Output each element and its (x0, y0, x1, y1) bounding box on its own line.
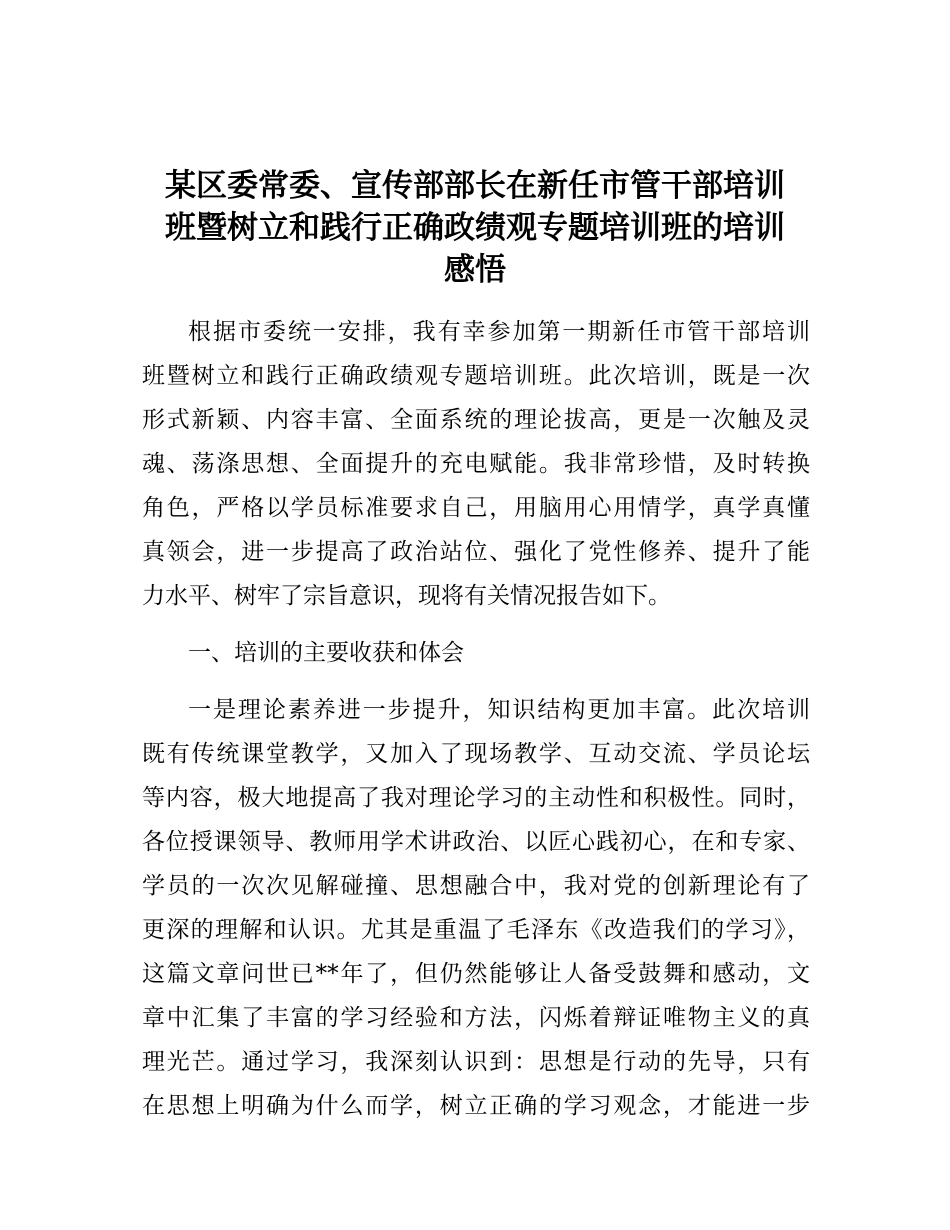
text-line: 既有传统课堂教学，又加入了现场教学、互动交流、学员论坛 (142, 741, 810, 767)
text-line: 学员的一次次见解碰撞、思想融合中，我对党的创新理论有了 (142, 873, 810, 899)
text-line: 角色，严格以学员标准要求自己，用脑用心用情学，真学真懂 (142, 495, 810, 521)
text-line: 力水平、树牢了宗旨意识，现将有关情况报告如下。 (142, 583, 671, 609)
title-line: 某区委常委、宣传部部长在新任市管干部培训 (165, 168, 785, 204)
title-line: 感悟 (444, 252, 506, 288)
paragraph-gap (142, 618, 810, 631)
text-line: 理光芒。通过学习，我深刻认识到：思想是行动的先导，只有 (142, 1049, 810, 1075)
document-title (140, 165, 810, 291)
text-line: 这篇文章问世已**年了，但仍然能够让人备受鼓舞和感动，文 (142, 961, 810, 987)
text-line: 魂、荡涤思想、全面提升的充电赋能。我非常珍惜，及时转换 (142, 451, 810, 477)
text-line: 真领会，进一步提高了政治站位、强化了党性修养、提升了能 (142, 539, 810, 565)
text-line: 等内容，极大地提高了我对理论学习的主动性和积极性。同时， (142, 785, 810, 811)
body-paragraph (142, 688, 810, 1128)
section-heading (142, 631, 810, 675)
text-line: 班暨树立和践行正确政绩观专题培训班。此次培训，既是一次 (142, 363, 810, 389)
text-line: 一、培训的主要收获和体会 (188, 640, 464, 666)
text-line: 各位授课领导、教师用学术讲政治、以匠心践初心，在和专家、 (142, 829, 810, 855)
text-line: 一是理论素养进一步提升，知识结构更加丰富。此次培训 (188, 697, 810, 723)
intro-paragraph (142, 310, 810, 618)
title-line: 班暨树立和践行正确政绩观专题培训班的培训 (165, 210, 785, 246)
text-line: 形式新颖、内容丰富、全面系统的理论拔高，更是一次触及灵 (142, 407, 810, 433)
text-line: 在思想上明确为什么而学，树立正确的学习观念，才能进一步 (142, 1093, 810, 1119)
text-line: 根据市委统一安排，我有幸参加第一期新任市管干部培训 (188, 319, 810, 345)
text-line: 章中汇集了丰富的学习经验和方法，闪烁着辩证唯物主义的真 (142, 1005, 810, 1031)
document-body (142, 310, 810, 1128)
paragraph-gap (142, 675, 810, 688)
text-line: 更深的理解和认识。尤其是重温了毛泽东《改造我们的学习》， (142, 917, 810, 943)
